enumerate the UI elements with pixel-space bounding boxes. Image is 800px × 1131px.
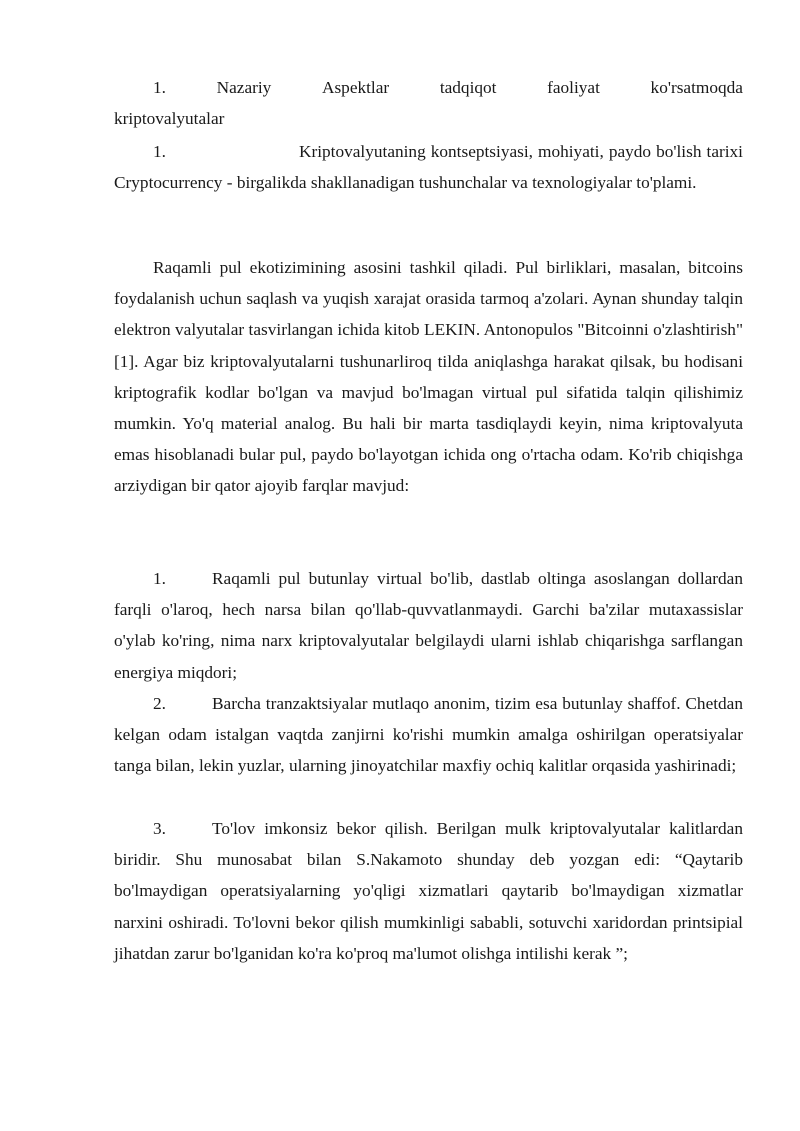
section-heading-number: 1.: [153, 78, 166, 97]
section-heading-word: Aspektlar: [321, 78, 390, 97]
list-item-number: 1.: [153, 569, 166, 588]
body-paragraph: Raqamli pul ekotizimining asosini tashkil qiladi. Pul birliklari, masalan, bitcoins foydalanish uchun saqlash va yuqish xarajat orasida tarmoq a'zolari. Aynan shunday talqin elektron valyutalar tasvirlangan ichida kitob LEKIN. Antonopulos "Bitcoinni o'zlashtirish" [1]. Agar biz kriptovalyutalarni tushunarliroq tilda aniqlashga harakat qilsak, bu hodisani kriptografik kodlar bo'lgan va mavjud bo'lmagan virtual pul sifatida talqin qilishimiz mumkin. Yo'q material analog. Bu hali bir marta tasdiqlaydi keyin, nima kriptovalyuta emas hisoblanadi bular pul, paydo bo'layotgan ichida ong o'rtacha odam. Ko'rib chiqishga arziydigan bir qator ajoyib farqlar mavjud:: [114, 258, 743, 496]
subsection-heading: [114, 136, 743, 198]
list-item: [114, 563, 743, 688]
section-heading-word: ko'rsatmoqda: [650, 78, 743, 97]
list-item: [114, 813, 743, 969]
list-item-text: Raqamli pul butunlay virtual bo'lib, dastlab oltinga asoslangan dollardan farqli o'laroq, hech narsa bilan qo'llab-quvvatlanmaydi. Garchi ba'zilar mutaxassislar o'ylab ko'ring, nima narx kriptovalyutalar belgilaydi ularni ishlab chiqarishga sarflangan energiya miqdori;: [114, 569, 743, 682]
section-heading: [114, 72, 743, 134]
list-item-number: 2.: [153, 694, 166, 713]
section-heading-word: tadqiqot: [439, 78, 497, 97]
section-heading-word: Nazariy: [216, 78, 272, 97]
subsection-number: 1.: [153, 142, 166, 161]
section-heading-line: [114, 72, 743, 103]
list-item-text: To'lov imkonsiz bekor qilish. Berilgan mulk kriptovalyutalar kalitlardan biridir. Shu munosabat bilan S.Nakamoto shunday deb yozgan edi: “Qaytarib bo'lmaydigan operatsiyalarning yo'qligi xizmatlari qaytarib bo'lmaydigan xizmatlar narxini oshiradi. To'lovni bekor qilish mumkinligi sababli, sotuvchi xaridordan printsipial jihatdan zarur bo'lganidan ko'ra ko'proq ma'lumot olishga intilishi kerak ”;: [114, 819, 743, 963]
section-heading-continuation: kriptovalyutalar: [114, 109, 225, 129]
subsection-text: Kriptovalyutaning kontseptsiyasi, mohiyati, paydo bo'lish tarixi Cryptocurrency - birgalikda shakllanadigan tushunchalar va texnologiyalar to'plami.: [114, 142, 743, 193]
list-item: [114, 688, 743, 782]
list-item-number: 3.: [153, 819, 166, 838]
section-heading-word: faoliyat: [547, 78, 600, 97]
list-item-text: Barcha tranzaktsiyalar mutlaqo anonim, tizim esa butunlay shaffof. Chetdan kelgan odam istalgan vaqtda zanjirni ko'rishi mumkin amalga oshirilgan operatsiyalar tanga bilan, lekin yuzlar, ularning jinoyatchilar maxfiy ochiq kalitlar orqasida yashirinadi;: [114, 694, 743, 776]
